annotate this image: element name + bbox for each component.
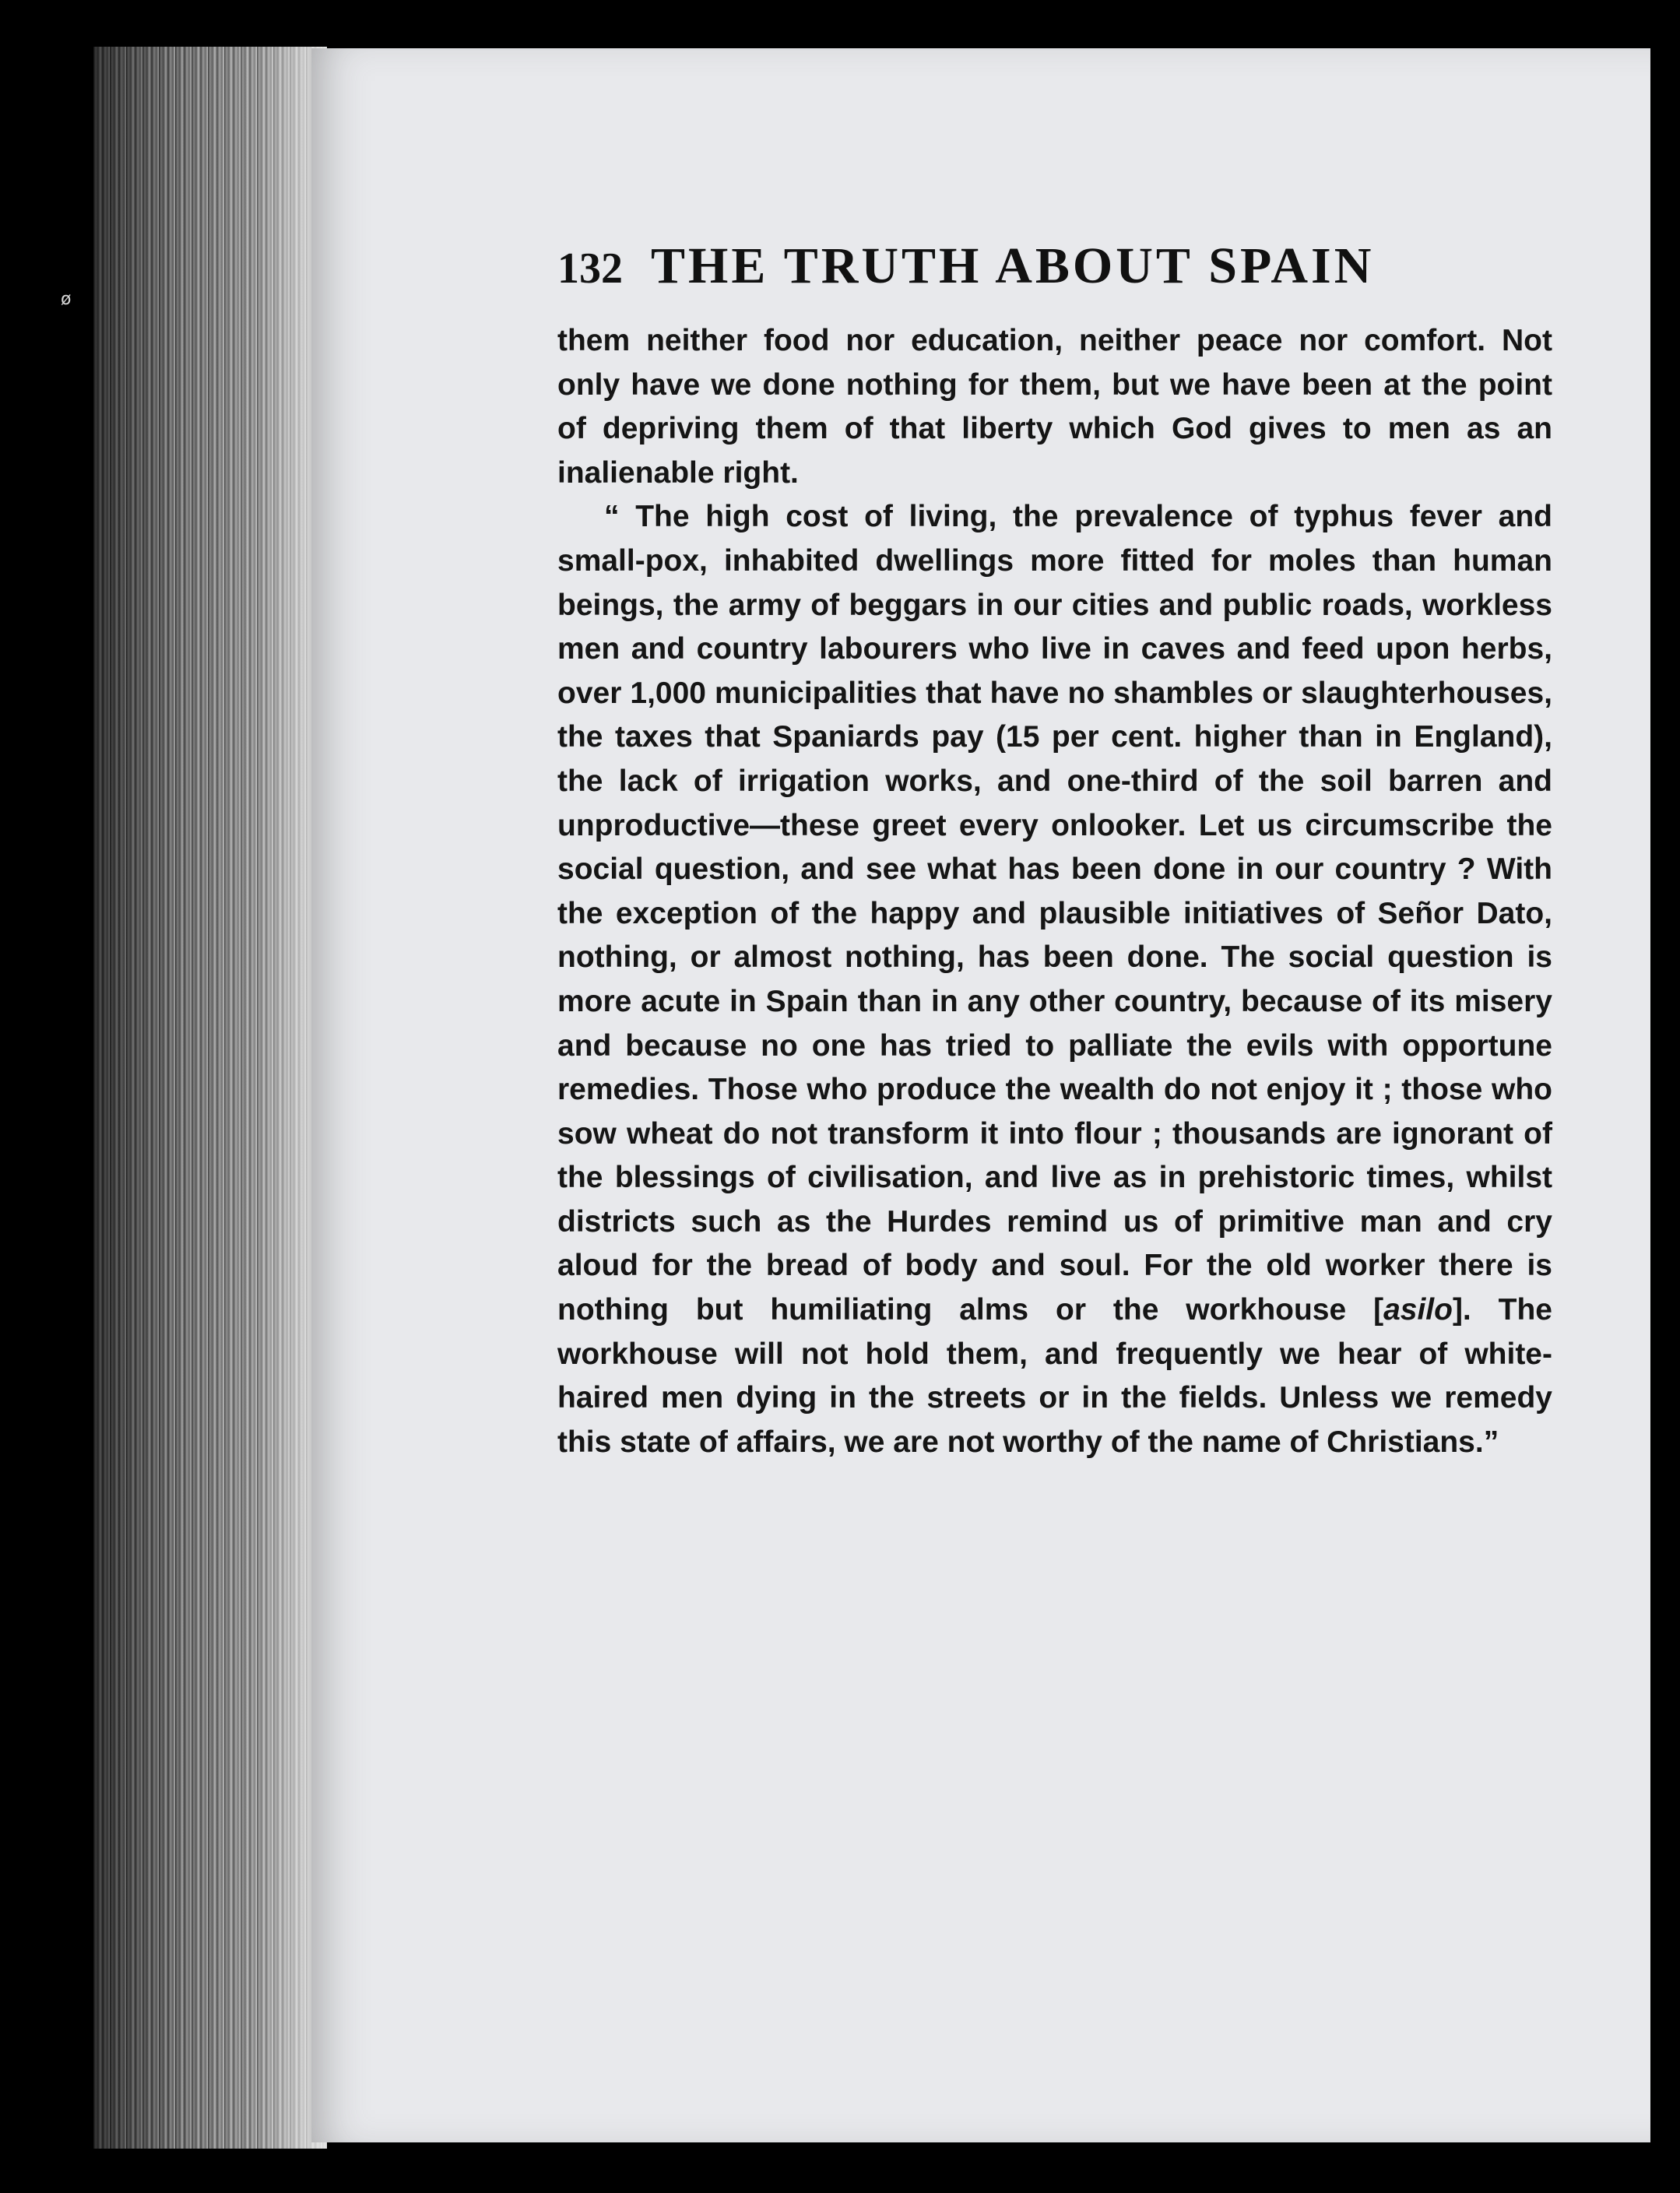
book-page-edges <box>93 47 327 2149</box>
paragraph-quotation <box>557 495 1552 1464</box>
paragraph-text-part-2: ]. The workhouse will not hold them, and frequently we hear of white-haired men dying in the streets or in the fields. Unless we remedy this state of affairs, we are not worthy of the name of Christians.” <box>557 1293 1552 1459</box>
page-number: 132 <box>557 244 623 293</box>
edge-speck: ø <box>61 290 72 309</box>
paragraph-continuation: them neither food nor education, neither peace nor comfort. Not only have we done nothing for them, but we have been at the point of depriving them of that liberty which God gives to men as an inalienable right. <box>557 324 1552 490</box>
running-title: THE TRUTH ABOUT SPAIN <box>651 237 1375 294</box>
body-text <box>557 319 1552 1464</box>
paragraph-text-part-1: “ The high cost of living, the prevalence of typhus fever and small-pox, inhabited dwellings more fitted for moles than human beings, the army of beggars in our cities and public roads, workless men and country labourers who live in caves and feed upon herbs, over 1,000 municipalities that have no shambles or slaughterhouses, the taxes that Spaniards pay (15 per cent. higher than in England), the lack of irrigation works, and one-third of the soil barren and unproductive—these greet every onlooker. Let us circumscribe the social question, and see what has been done in our country ? With the exception of the happy and plausible initiatives of Señor Dato, nothing, or almost nothing, has been done. The social question is more acute in Spain than in any other country, because of its misery and because no one has tried to palliate the evils with opportune remedies. Those who produce the wealth do not enjoy it ; those who sow wheat do not transform it into flour ; thousands are ignorant of the blessings of civilisation, and live as in prehistoric times, whilst districts such as the Hurdes remind us of primitive man and cry aloud for the bread of body and soul. For the old worker there is nothing but humiliating alms or the workhouse [ <box>557 500 1552 1327</box>
page-header <box>557 237 1429 307</box>
italic-term: asilo <box>1383 1293 1453 1327</box>
